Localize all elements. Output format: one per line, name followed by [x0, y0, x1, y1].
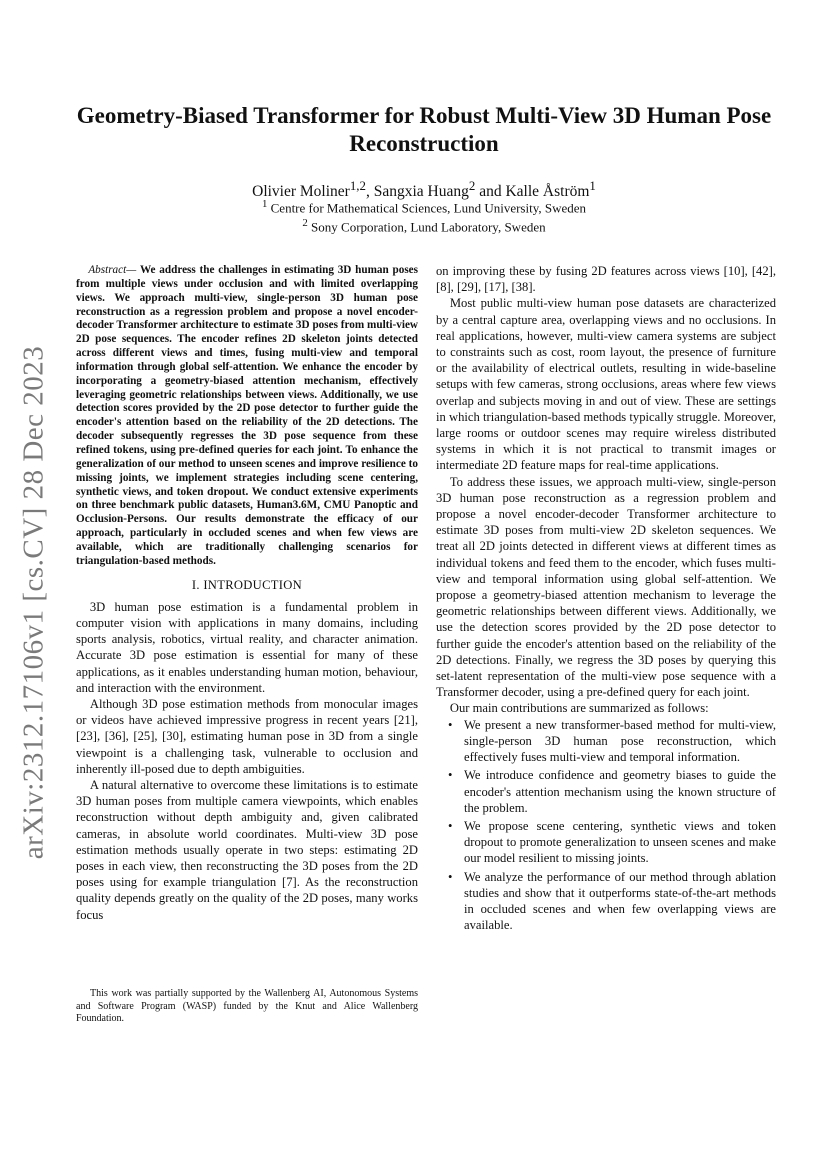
abstract-text: We address the challenges in estimating 3D human poses from multiple views under occlusion and with limited overlapping views. We approach multi-view, single-person 3D human pose reconstruction as a regression problem and propose a novel encoder-decoder Transformer architecture to estimate 3D poses from multi-view 2D pose sequences. The encoder refines 2D skeleton joints detected across different views and times, fusing multi-view and temporal information through global self-attention. We enhance the encoder by incorporating a geometry-biased attention mechanism, effectively leveraging geometric relationships between views. Additionally, we use detection scores provided by the 2D pose detector to further guide the encoder's attention based on the reliability of the 2D detections. The decoder subsequently regresses the 3D pose sequence from these refined tokens, using pre-defined queries for each joint. To enhance the generalization of our method to unseen scenes and improve resilience to missing joints, we implement strategies including scene centering, synthetic views, and token dropout. We conduct extensive experiments on three benchmark public datasets, Human3.6M, CMU Panoptic and Occlusion-Persons. Our results demonstrate the efficacy of our approach, particularly in occluded scenes and when few views are available, which are traditionally challenging scenarios for triangulation-based methods. [76, 264, 418, 567]
affiliation-text: Centre for Mathematical Sciences, Lund University, Sweden [270, 200, 587, 216]
author-separator: , [365, 183, 374, 201]
list-item: • We propose scene centering, synthetic views and token dropout to promote generalization to unseen scenes and make our model resilient to missing joints. [464, 818, 776, 867]
left-column [76, 264, 418, 923]
affiliation-mark: 2 [302, 217, 308, 229]
abstract-label: Abstract [88, 264, 127, 276]
paragraph-continued: on improving these by fusing 2D features across views [10], [42], [8], [29], [17], [38]. [436, 264, 776, 295]
paragraph: Most public multi-view human pose datasets are characterized by a central capture area, overlapping views and no occlusions. In real applications, however, multi-view camera systems are subject to constraints such as cost, room layout, the presence of furniture or the availability of electrical outlets, resulting in wide-baseline setups with few cameras, strong occlusions, areas where few views overlap and subjects moving in and out of view. These are settings in which triangulation-based methods typically struggle. Moreover, large rooms or outdoor scenes may require wireless distributed systems in which it is not practical to transmit images or intermediate 2D feature maps for real-time applications. [436, 296, 776, 473]
author-affil-mark: 1,2 [349, 178, 366, 193]
list-item: • We analyze the performance of our method through ablation studies and show that it outperforms state-of-the-art methods in occluded scenes and when few overlapping views are available. [464, 869, 776, 934]
paragraph: To address these issues, we approach multi-view, single-person 3D human pose reconstruction as a regression problem and propose a novel encoder-decoder Transformer architecture to estimate 3D poses from multi-view 2D skeleton sequences. We treat all 2D joints detected in different views at different times as individual tokens and feed them to the encoder, which fuses multi-view and temporal information using global self-attention. We propose a geometry-biased attention mechanism to leverage the geometric relationships between different views. Additionally, we use the detection scores provided by the 2D pose detector to further guide the encoder's attention based on the reliability of the 2D detections. Finally, we regress the 3D poses by querying this set-latent representation of the multi-view pose sequence with a Transformer decoder, using a pre-defined query for each joint. [436, 474, 776, 700]
contribution-list [436, 717, 776, 934]
list-item: • We present a new transformer-based method for multi-view, single-person 3D human pose reconstruction, which effectively fuses multi-view and temporal information. [464, 717, 776, 766]
list-item: • We introduce confidence and geometry biases to guide the encoder's attention mechanism using the known structure of the problem. [464, 767, 776, 816]
author-affil-mark: 2 [468, 178, 476, 193]
author-name: Sangxia Huang [373, 183, 469, 201]
paragraph: 3D human pose estimation is a fundamental problem in computer vision with applications in many domains, including sports analysis, robotics, virtual reality, and character animation. Accurate 3D pose estimation is essential for many of these applications, as it enables understanding human motion, behaviour, and interaction with the environment. [76, 599, 418, 695]
author-separator: and [475, 183, 506, 201]
footnote: This work was partially supported by the Wallenberg AI, Autonomous Systems and Software Program (WASP) funded by the Knut and Alice Wallenberg Foundation. [76, 988, 418, 1025]
affiliation-text: Sony Corporation, Lund Laboratory, Sweden [311, 219, 546, 235]
arxiv-identifier: arXiv:2312.17106v1 [cs.CV] 28 Dec 2023 [17, 345, 50, 859]
affiliation [60, 196, 788, 216]
affiliation-mark: 1 [261, 198, 268, 210]
arxiv-sidebar-stamp [4, 334, 64, 870]
abstract-dash: — [126, 264, 140, 276]
paper-title: Geometry-Biased Transformer for Robust Multi-View 3D Human Pose Reconstruction [76, 103, 772, 156]
author-affil-mark: 1 [589, 178, 596, 193]
section-heading: I. INTRODUCTION [191, 577, 303, 592]
paragraph: Although 3D pose estimation methods from monocular images or videos have achieved impressive progress in recent years [21], [23], [36], [25], [30], estimating human pose in 3D from a single viewpoint is a challenging task, vulnerable to occlusion and inherently ill-posed due to depth ambiguities. [76, 696, 418, 776]
paragraph: Our main contributions are summarized as follows: [449, 701, 709, 716]
abstract [76, 264, 418, 569]
author-name: Olivier Moliner [252, 183, 350, 201]
affiliation [60, 215, 788, 235]
author-name: Kalle Åström [505, 183, 590, 201]
right-column [436, 263, 776, 935]
paragraph: A natural alternative to overcome these limitations is to estimate 3D human poses from multiple camera viewpoints, which enables reconstruction without depth ambiguity and, given calibrated cameras, in absolute world coordinates. Multi-view 3D pose estimation methods usually operate in two steps: estimating 2D poses in each view, then reconstructing the 3D poses from the 2D poses using for example triangulation [7]. As the reconstruction quality depends greatly on the quality of the 2D poses, many works focus [76, 778, 418, 922]
